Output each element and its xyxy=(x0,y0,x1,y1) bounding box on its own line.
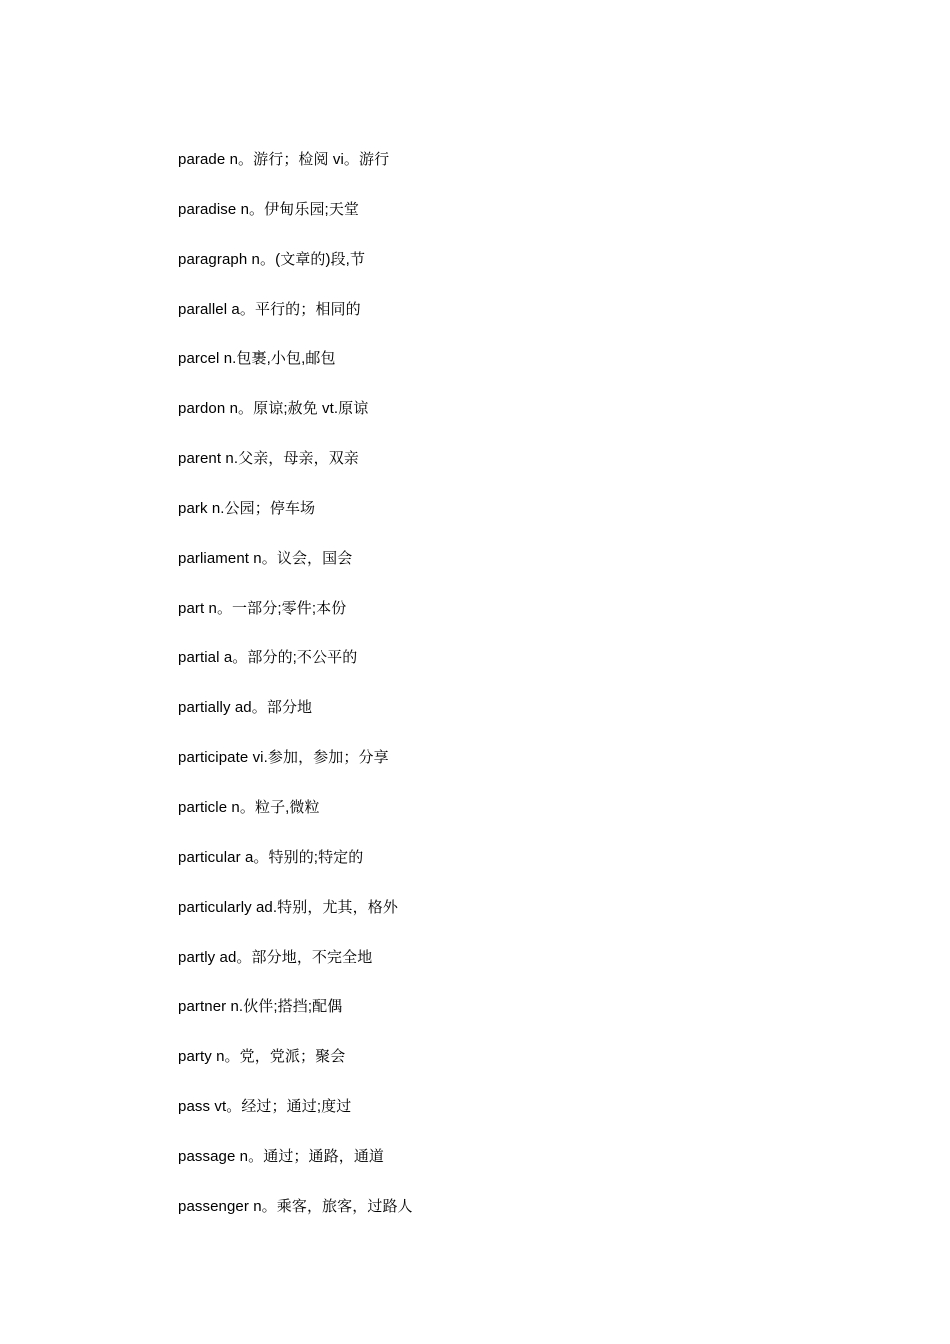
vocabulary-entry: partial a。部分的;不公平的 xyxy=(178,649,358,667)
vocabulary-entry: paragraph n。(文章的)段,节 xyxy=(178,250,366,268)
vocabulary-entry: parade n。游行；检阅 vi。游行 xyxy=(178,151,390,168)
vocabulary-entry: particularly ad.特别，尤其，格外 xyxy=(178,898,398,916)
vocabulary-entry: participate vi.参加，参加；分享 xyxy=(178,749,389,767)
vocabulary-entry: partner n.伙伴;搭挡;配偶 xyxy=(178,998,343,1016)
vocabulary-entry: pass vt。经过；通过;度过 xyxy=(178,1098,352,1116)
vocabulary-entry: parcel n.包裹,小包,邮包 xyxy=(178,350,336,368)
vocabulary-entry: parent n.父亲，母亲，双亲 xyxy=(178,450,359,468)
vocabulary-entry: paradise n。伊甸乐园;天堂 xyxy=(178,200,360,218)
vocabulary-list xyxy=(178,147,413,1244)
vocabulary-entry: part n。一部分;零件;本份 xyxy=(178,599,347,617)
vocabulary-entry: party n。党，党派；聚会 xyxy=(178,1048,346,1066)
vocabulary-entry: park n.公园；停车场 xyxy=(178,499,316,517)
vocabulary-entry: partly ad。部分地，不完全地 xyxy=(178,948,373,966)
vocabulary-entry: particular a。特别的;特定的 xyxy=(178,848,364,866)
vocabulary-entry: parliament n。议会，国会 xyxy=(178,549,353,567)
vocabulary-entry: passage n。通过；通路，通道 xyxy=(178,1147,385,1165)
vocabulary-entry: passenger n。乘客，旅客，过路人 xyxy=(178,1197,413,1215)
vocabulary-entry: pardon n。原谅;赦免 vt.原谅 xyxy=(178,400,369,418)
vocabulary-entry: parallel a。平行的；相同的 xyxy=(178,300,361,318)
vocabulary-entry: particle n。粒子,微粒 xyxy=(178,798,320,816)
vocabulary-entry: partially ad。部分地 xyxy=(178,699,313,717)
